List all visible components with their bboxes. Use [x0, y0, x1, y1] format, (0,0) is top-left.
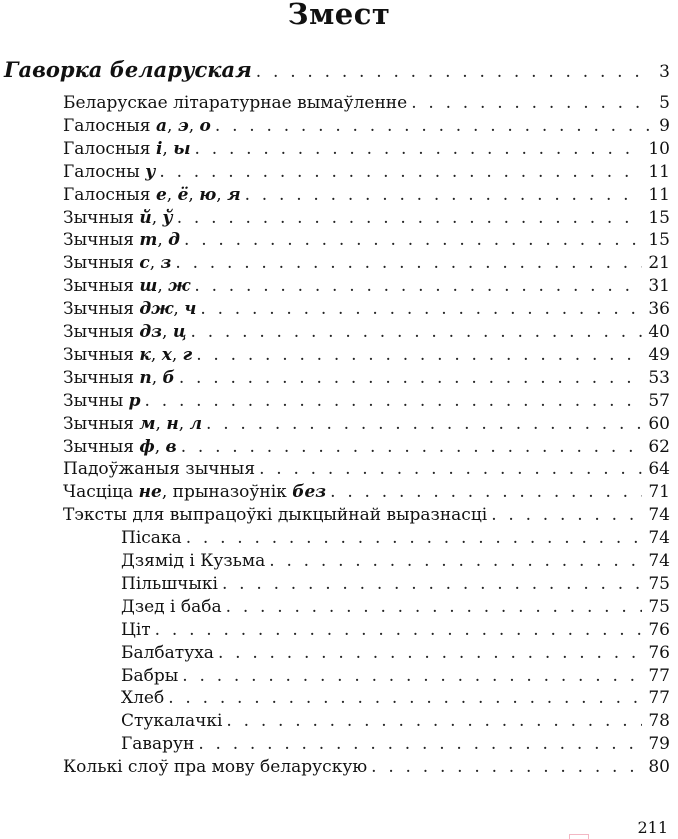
- corner-mark: [569, 834, 589, 839]
- dot-leader: [269, 550, 642, 573]
- entry-text: ,: [171, 344, 183, 365]
- toc-entry-page: 78: [648, 711, 670, 732]
- dot-leader: [198, 733, 642, 756]
- toc-entry: [121, 733, 670, 756]
- emphasized-letter: г: [182, 344, 193, 365]
- toc-entry: [63, 344, 670, 367]
- entry-text: Зычныя: [63, 299, 140, 320]
- toc-entry-label: [63, 504, 487, 527]
- toc-entry-page: 15: [648, 230, 670, 251]
- toc-entry-label: [121, 642, 214, 665]
- emphasized-letter: ч: [184, 299, 197, 320]
- toc-entry: [121, 642, 670, 665]
- toc-entry-page: 40: [648, 322, 670, 342]
- toc-entry-label: [121, 665, 178, 688]
- dot-leader: [155, 619, 643, 642]
- emphasized-letter: р: [128, 390, 141, 411]
- entry-text: Часціца: [63, 482, 139, 503]
- entry-text: Галосныя: [63, 138, 156, 159]
- emphasized-letter: ў: [162, 207, 173, 228]
- emphasized-letter: дж: [139, 299, 174, 320]
- entry-text: Зычныя: [63, 344, 140, 365]
- dot-leader: [186, 527, 643, 550]
- toc-entry-page: 64: [648, 459, 670, 480]
- page-title: Змест: [287, 0, 391, 31]
- dot-leader: [226, 596, 643, 619]
- toc-entry: [121, 710, 670, 733]
- toc-entry: [63, 138, 670, 161]
- emphasized-letter: у: [145, 161, 156, 182]
- entry-text: Галосны: [63, 161, 146, 182]
- dot-leader: [159, 161, 642, 184]
- entry-text: ,: [154, 436, 166, 457]
- entry-text: ,: [162, 322, 173, 342]
- dot-leader: [195, 138, 643, 161]
- entry-text: ,: [149, 253, 161, 274]
- entry-text: Зычныя: [63, 207, 140, 228]
- toc-entry: [63, 252, 670, 275]
- toc-entry: [63, 92, 670, 115]
- toc-entry-page: 77: [648, 665, 670, 686]
- toc-section-label: Гаворка беларуская: [4, 57, 252, 82]
- toc-entry-label: [63, 413, 202, 436]
- toc-entry-label: [63, 138, 191, 161]
- emphasized-letter: к: [139, 344, 151, 365]
- toc-entry-page: 10: [648, 138, 670, 159]
- entry-text: ,: [178, 413, 190, 434]
- emphasized-letter: э: [177, 115, 189, 136]
- entry-text: ,: [151, 367, 163, 388]
- dot-leader: [259, 458, 642, 481]
- page-number: 211: [637, 818, 668, 837]
- toc-entry: [63, 367, 670, 390]
- dot-leader: [182, 665, 642, 688]
- toc-entry-page: 76: [648, 619, 670, 640]
- toc-entry-page: 80: [648, 757, 670, 778]
- toc-entry: [63, 184, 670, 207]
- toc-entry-label: [63, 229, 180, 252]
- toc-entry-label: [121, 733, 194, 756]
- emphasized-letter: в: [165, 436, 177, 457]
- entry-text: Падоўжаныя зычныя: [63, 459, 256, 480]
- toc-entry: [121, 596, 670, 619]
- entry-text: Зычныя: [63, 230, 140, 251]
- dot-leader: [184, 229, 642, 252]
- toc-entry-label: [63, 458, 255, 481]
- dot-leader: [491, 504, 642, 527]
- emphasized-letter: ф: [139, 436, 155, 457]
- emphasized-letter: ц: [172, 322, 187, 342]
- emphasized-letter: ю: [199, 184, 217, 205]
- toc-entry-label: [63, 390, 141, 413]
- entry-text: ,: [216, 184, 228, 205]
- toc-entry-page: 9: [659, 115, 670, 136]
- toc-entry-label: [63, 92, 407, 115]
- toc-entry-page: 49: [648, 344, 670, 365]
- emphasized-letter: ш: [139, 276, 158, 297]
- emphasized-letter: ж: [168, 276, 191, 297]
- toc-entry-page: 11: [648, 184, 670, 205]
- emphasized-letter: д: [168, 230, 180, 251]
- toc-entry-label: [121, 710, 222, 733]
- toc-entry: [63, 229, 670, 252]
- emphasized-letter: я: [227, 184, 241, 205]
- emphasized-letter: і: [155, 138, 163, 159]
- entry-text: Тэксты для выпрацоўкі дыкцыйнай выразнасці: [63, 505, 488, 526]
- toc-entry-page: 71: [648, 482, 670, 503]
- entry-text: ,: [173, 299, 185, 320]
- toc-entry-page: 53: [648, 367, 670, 388]
- entry-text: Балбатуха: [121, 642, 214, 663]
- dot-leader: [177, 207, 643, 230]
- toc-entry-page: 75: [648, 573, 670, 594]
- dot-leader: [175, 252, 642, 275]
- dot-leader: [168, 687, 642, 710]
- toc-entry-page: 31: [648, 276, 670, 297]
- emphasized-letter: л: [189, 413, 203, 434]
- dot-leader: [256, 58, 653, 86]
- toc-entry-page: 62: [648, 436, 670, 457]
- toc-entry-label: [121, 619, 151, 642]
- dot-leader: [194, 275, 642, 298]
- emphasized-letter: т: [139, 230, 158, 251]
- emphasized-letter: х: [161, 344, 172, 365]
- toc-entry-page: 74: [648, 551, 670, 571]
- entry-text: Зычныя: [63, 413, 140, 434]
- emphasized-letter: м: [139, 413, 156, 434]
- toc-entry-label: [121, 596, 222, 619]
- toc-entry: [63, 390, 670, 413]
- entry-text: ,: [166, 115, 178, 136]
- emphasized-letter: е: [155, 184, 167, 205]
- toc-entry-label: [63, 344, 192, 367]
- entry-text: ,: [188, 115, 200, 136]
- toc-entry-label: [63, 161, 155, 184]
- toc-entry-label: [63, 184, 241, 207]
- dot-leader: [330, 481, 642, 504]
- toc-entry-label: [63, 481, 326, 504]
- entry-text: Беларускае літаратурнае вымаўленне: [63, 93, 408, 113]
- entry-text: Зычныя: [63, 276, 140, 297]
- dot-leader: [191, 321, 643, 344]
- entry-text: ,: [155, 413, 167, 434]
- entry-text: Ціт: [121, 619, 151, 640]
- entry-text: ,: [151, 207, 163, 228]
- toc-entry: [63, 321, 670, 344]
- toc-entry: [121, 573, 670, 596]
- toc-entry: [63, 504, 670, 527]
- entry-text: ,: [150, 344, 162, 365]
- toc-entry-page: 36: [648, 299, 670, 320]
- dot-leader: [196, 344, 642, 367]
- emphasized-letter: дз: [139, 322, 163, 342]
- toc-entry: [63, 756, 670, 779]
- toc-entry-page: 5: [659, 93, 670, 113]
- toc-entry: [121, 619, 670, 642]
- entry-text: Гаварун: [121, 734, 195, 755]
- entry-text: Пільшчыкі: [121, 573, 218, 594]
- toc-entry-page: 79: [648, 734, 670, 755]
- entry-text: Зычны: [63, 390, 129, 411]
- entry-text: Колькі слоў пра мову беларускую: [63, 757, 368, 778]
- toc-entry: [63, 458, 670, 481]
- toc-entry-label: [121, 527, 182, 550]
- toc-entry-label: [63, 298, 196, 321]
- toc-entry-page: 60: [648, 413, 670, 434]
- toc-entry-page: 74: [648, 505, 670, 526]
- emphasized-letter: б: [162, 367, 175, 388]
- entry-text: Дзямід і Кузьма: [121, 551, 266, 571]
- entry-text: ,: [162, 138, 174, 159]
- dot-leader: [145, 390, 643, 413]
- emphasized-letter: ё: [177, 184, 189, 205]
- toc-entry-label: [121, 550, 265, 573]
- dot-leader: [215, 115, 653, 138]
- emphasized-letter: й: [139, 207, 152, 228]
- toc-entry-page: 74: [648, 528, 670, 549]
- toc-entry-label: [63, 275, 190, 298]
- entry-text: Зычныя: [63, 436, 140, 457]
- toc-entry: [63, 481, 670, 504]
- toc-entry: [121, 527, 670, 550]
- entry-text: Бабры: [121, 665, 179, 686]
- toc-entry-label: [63, 367, 175, 390]
- dot-leader: [245, 184, 643, 207]
- dot-leader: [206, 413, 642, 436]
- toc-entry: [121, 687, 670, 710]
- emphasized-letter: о: [199, 115, 211, 136]
- entry-text: Дзед і баба: [121, 596, 222, 617]
- toc-entry-page: 77: [648, 688, 670, 709]
- toc-entry: [63, 161, 670, 184]
- toc-entry-page: 75: [648, 596, 670, 617]
- toc-entry-label: [121, 573, 218, 596]
- toc-entry-page: 76: [648, 642, 670, 663]
- dot-leader: [411, 92, 653, 115]
- toc-entry-page: 11: [648, 161, 670, 182]
- dot-leader: [222, 573, 642, 596]
- toc-entry-page: 21: [648, 253, 670, 274]
- toc-entry-page: 57: [648, 390, 670, 411]
- entry-text: ,: [157, 276, 169, 297]
- toc-entry: [63, 207, 670, 230]
- dot-leader: [181, 436, 643, 459]
- entry-text: Хлеб: [121, 688, 165, 709]
- entry-text: ,: [188, 184, 200, 205]
- toc-entry: [63, 298, 670, 321]
- emphasized-letter: без: [292, 482, 327, 503]
- toc-entry: [63, 115, 670, 138]
- dot-leader: [218, 642, 642, 665]
- emphasized-letter: не: [138, 482, 162, 503]
- toc-entry-label: [63, 436, 177, 459]
- emphasized-letter: п: [139, 367, 152, 388]
- emphasized-letter: з: [160, 253, 172, 274]
- toc-entry-label: [63, 756, 367, 779]
- entry-text: Галосныя: [63, 184, 156, 205]
- toc-section-page: 3: [659, 62, 670, 82]
- emphasized-letter: а: [155, 115, 167, 136]
- dot-leader: [200, 298, 642, 321]
- toc-entry-label: [63, 115, 211, 138]
- dot-leader: [179, 367, 643, 390]
- entry-text: ,: [166, 184, 178, 205]
- entry-text: Пісака: [121, 528, 182, 549]
- toc-entry-page: 15: [648, 207, 670, 228]
- toc-entry-label: [63, 207, 173, 230]
- emphasized-letter: н: [166, 413, 179, 434]
- entry-text: Зычныя: [63, 367, 140, 388]
- dot-leader: [371, 756, 642, 779]
- emphasized-letter: ы: [173, 138, 191, 159]
- entry-text: Галосныя: [63, 115, 156, 136]
- toc-entry: [63, 275, 670, 298]
- toc-entry-label: [63, 252, 171, 275]
- entry-text: , прыназоўнік: [161, 482, 293, 503]
- toc-section-row: [4, 56, 670, 84]
- toc-entry: [121, 550, 670, 573]
- entry-text: Зычныя: [63, 253, 140, 274]
- entry-text: Стукалачкі: [121, 711, 223, 732]
- toc-entry-label: [121, 687, 164, 710]
- entry-text: ,: [157, 230, 169, 251]
- toc-entry-label: [63, 321, 187, 344]
- entry-text: Зычныя: [63, 322, 140, 342]
- emphasized-letter: с: [139, 253, 150, 274]
- dot-leader: [226, 710, 642, 733]
- toc-entry: [63, 413, 670, 436]
- toc-entry: [63, 436, 670, 459]
- toc-entry: [121, 665, 670, 688]
